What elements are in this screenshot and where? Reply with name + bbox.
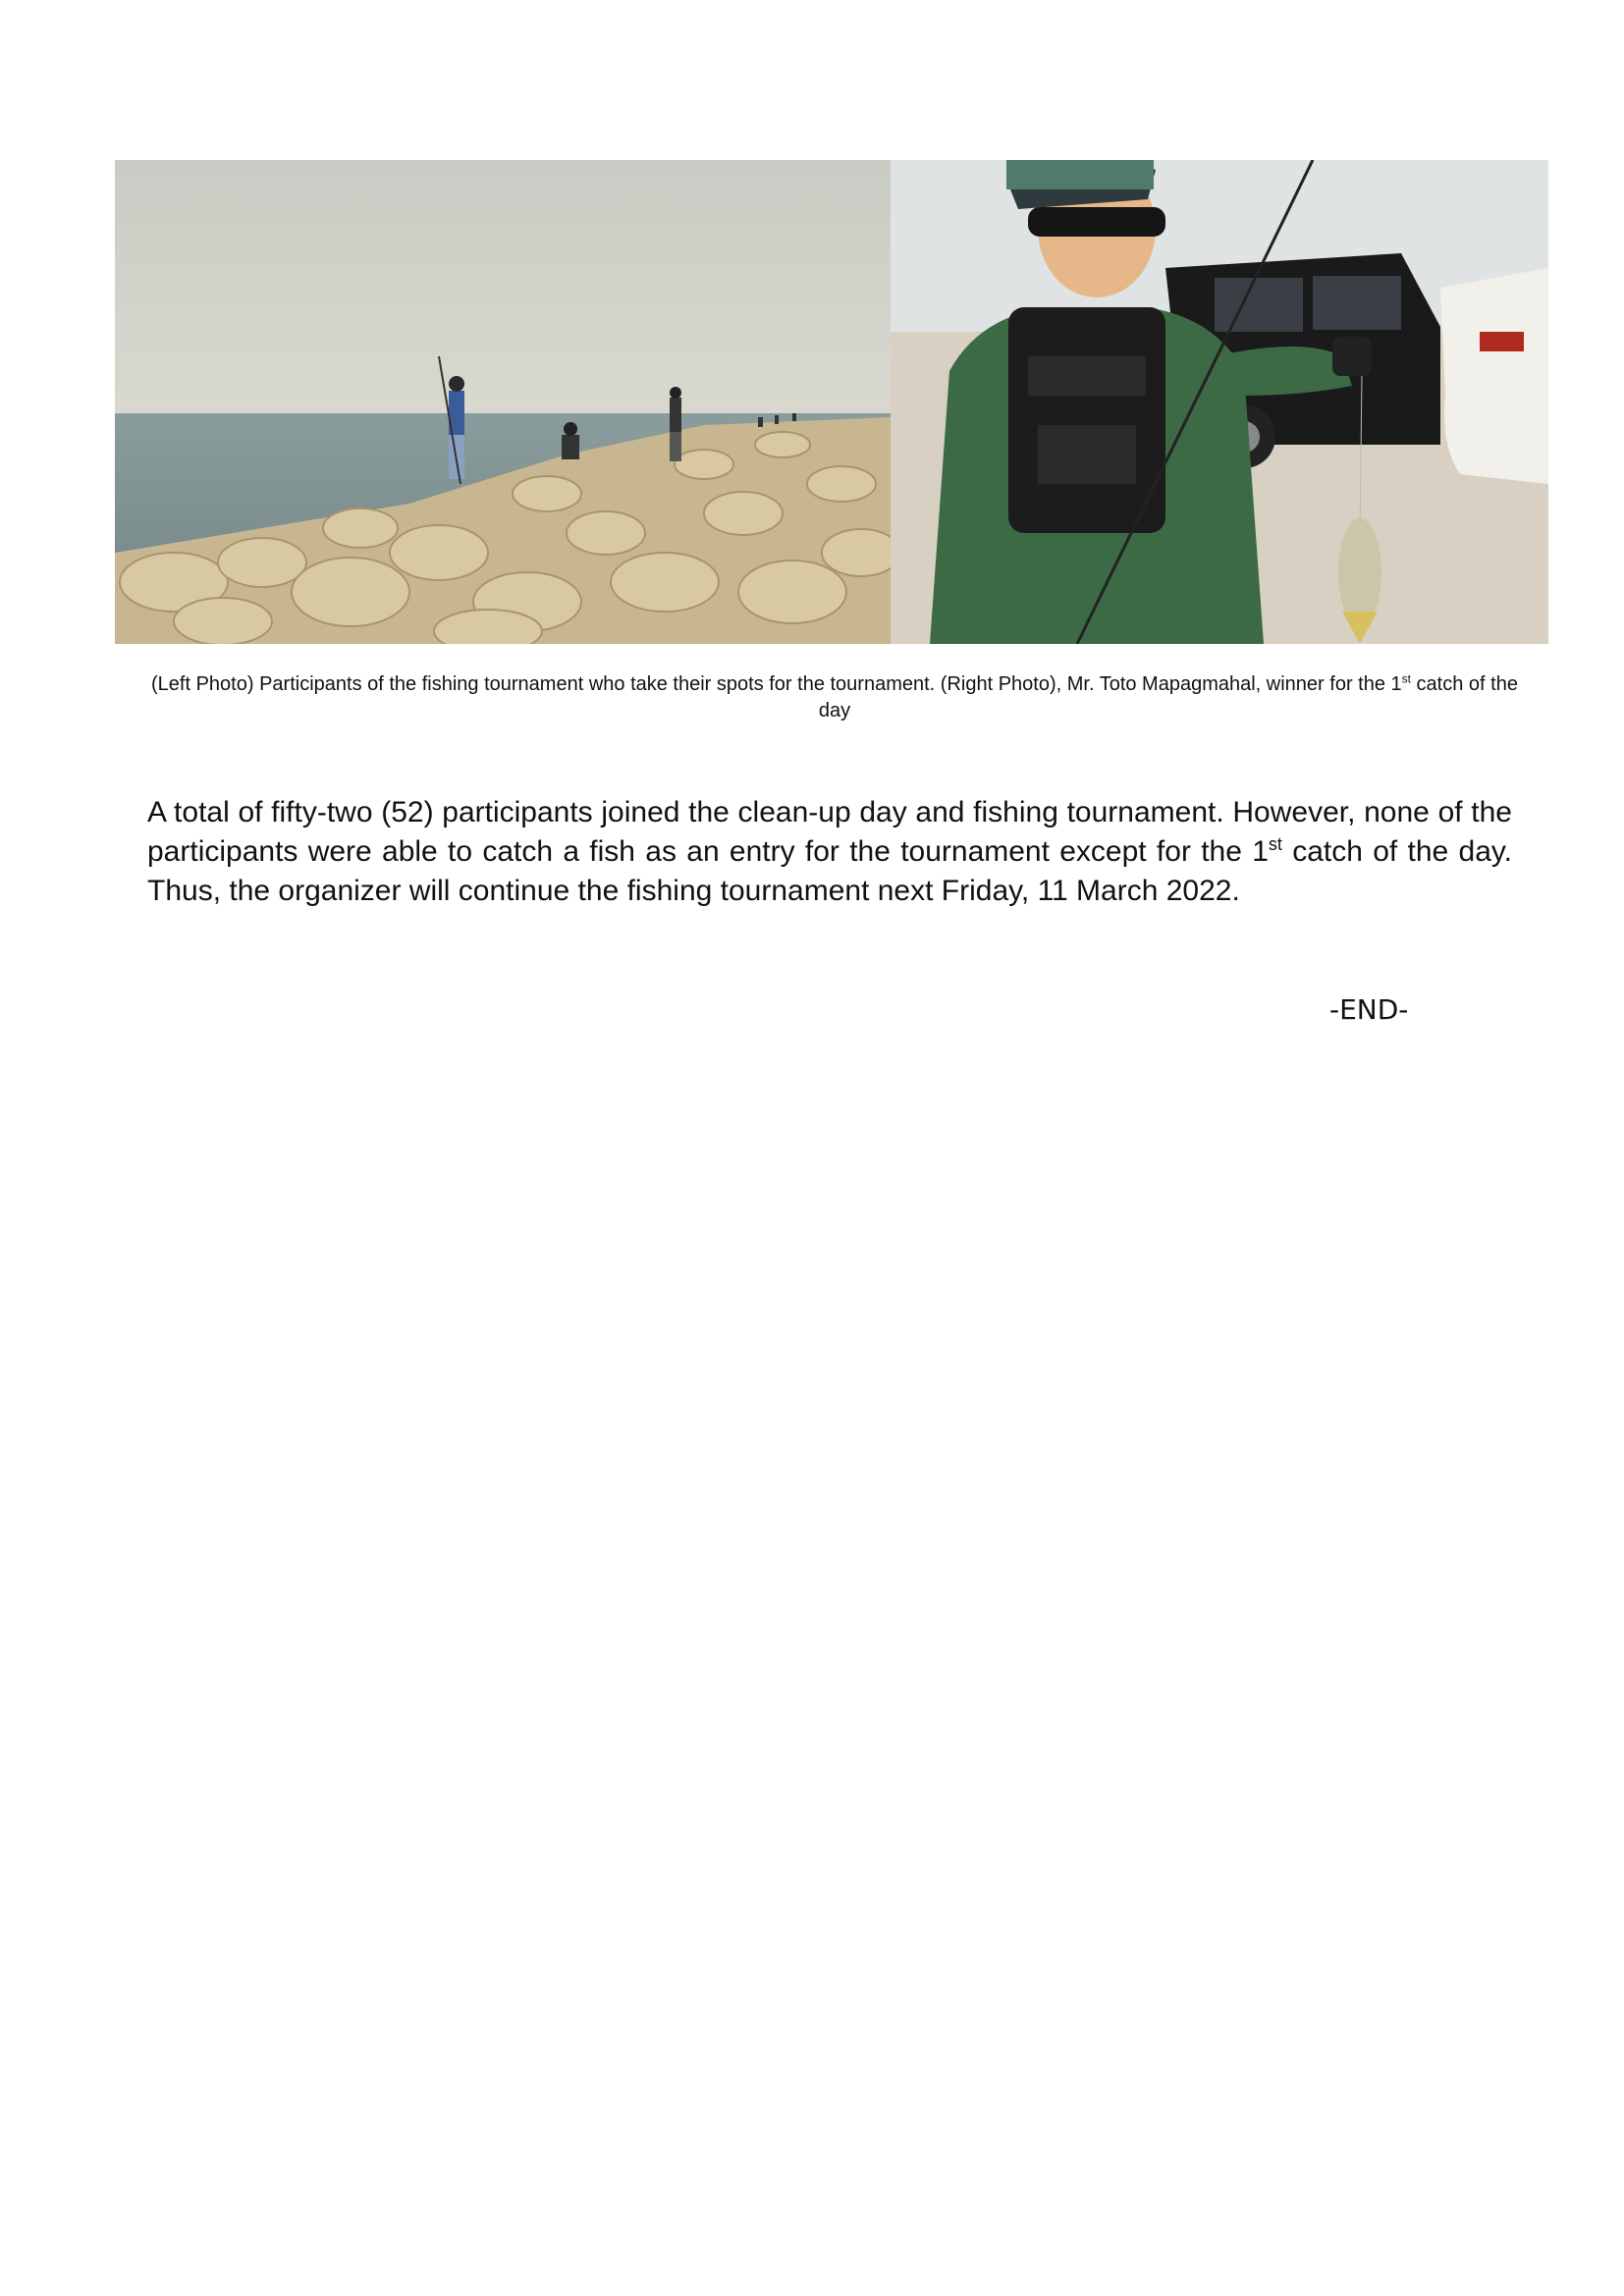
caption-text: (Left Photo) Participants of the fishing tournament who take their spots for the tournament. (Right Photo), Mr. Toto Mapagmahal, winner for the 1 bbox=[151, 673, 1402, 695]
left-photo-image bbox=[115, 160, 891, 644]
right-photo-image bbox=[891, 160, 1548, 644]
body-text-end: catch of the day. Thus, the organizer will continue the fishing tournament next Friday, 11 March 2022. bbox=[147, 835, 1512, 907]
end-mark: -END- bbox=[1329, 993, 1409, 1026]
right-photo bbox=[891, 160, 1548, 644]
left-photo bbox=[115, 160, 891, 644]
photo-strip bbox=[115, 160, 1548, 644]
caption-text-end: catch of the day bbox=[818, 673, 1518, 721]
caption-superscript: st bbox=[1401, 671, 1411, 686]
photo-caption bbox=[137, 671, 1532, 724]
body-superscript: st bbox=[1268, 834, 1282, 854]
body-text: A total of fifty-two (52) participants joined the clean-up day and fishing tournament. However, none of the participants were able to catch a fish as an entry for the tournament except for the 1 bbox=[147, 796, 1512, 868]
body-paragraph bbox=[147, 793, 1512, 911]
